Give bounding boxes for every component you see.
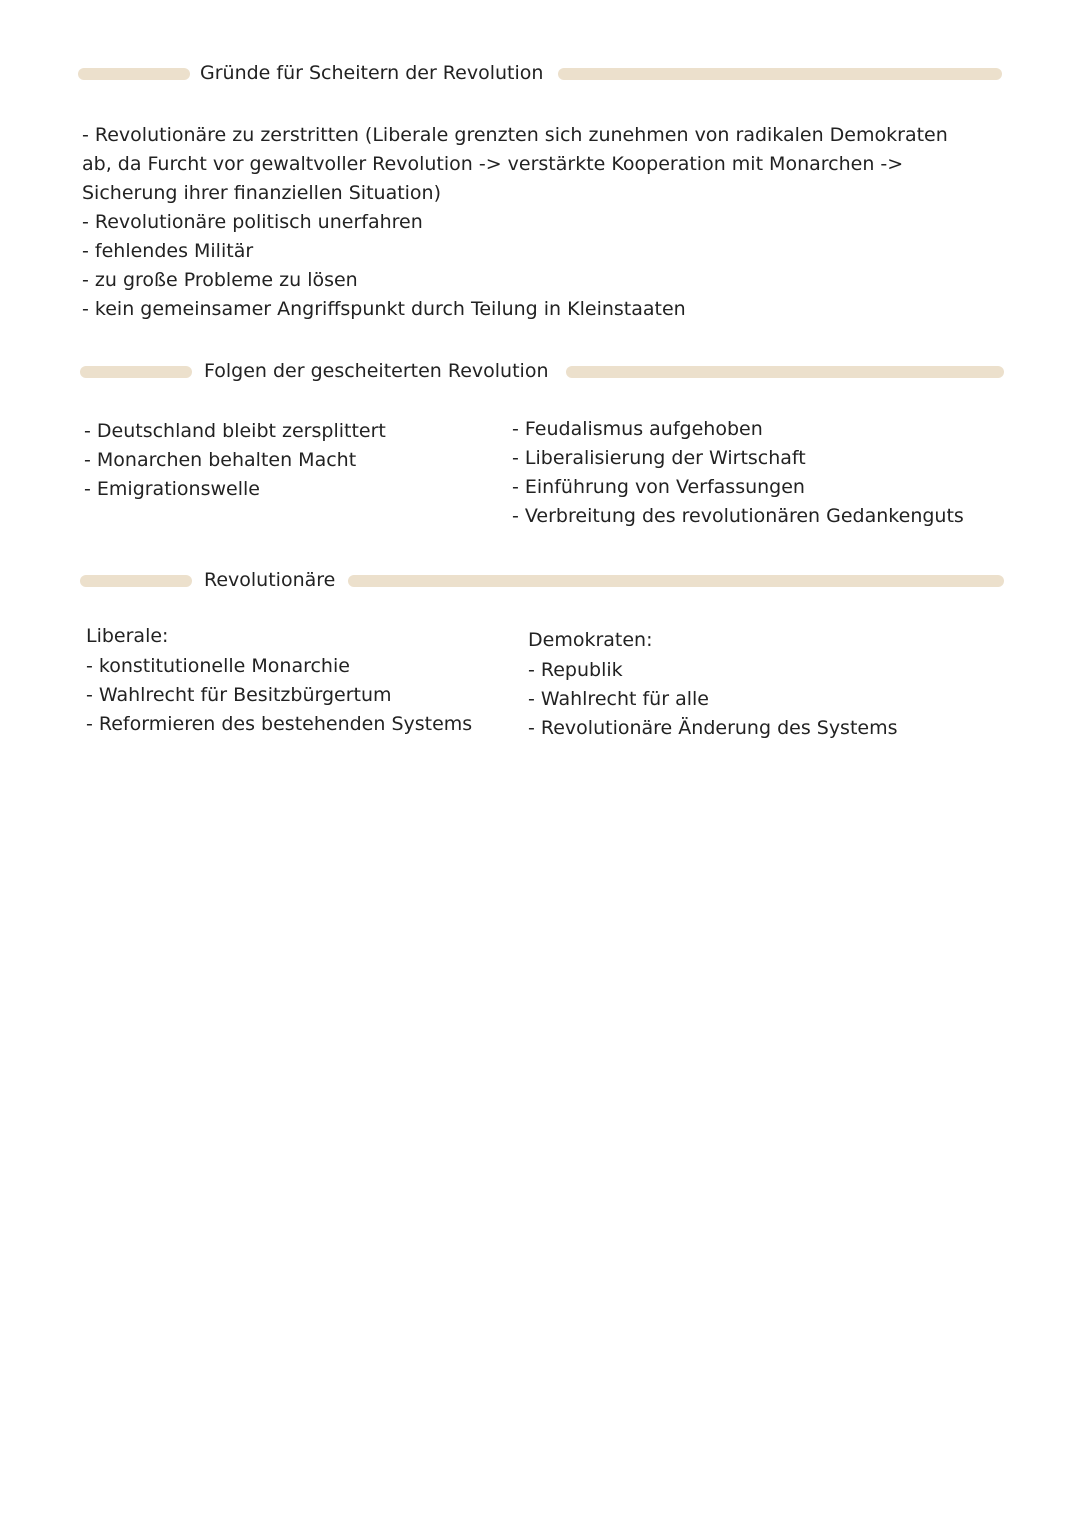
list-item: - Reformieren des bestehenden Systems bbox=[86, 713, 473, 735]
section-title-reasons: Gründe für Scheitern der Revolution bbox=[200, 62, 544, 84]
section-title-consequences: Folgen der gescheiterten Revolution bbox=[204, 360, 549, 382]
section-header-revolutionaries bbox=[80, 571, 1004, 591]
list-item: - Wahlrecht für alle bbox=[528, 688, 709, 710]
list-item: ab, da Furcht vor gewaltvoller Revolution -> verstärkte Kooperation mit Monarchen -> bbox=[82, 153, 904, 175]
header-bar-left bbox=[78, 68, 190, 80]
democrats-heading: Demokraten: bbox=[528, 629, 653, 651]
list-item: - Verbreitung des revolutionären Gedankenguts bbox=[512, 505, 964, 527]
reasons-list bbox=[82, 121, 948, 324]
list-item: Sicherung ihrer finanziellen Situation) bbox=[82, 182, 442, 204]
consequences-right-list bbox=[512, 415, 964, 531]
list-item: - Wahlrecht für Besitzbürgertum bbox=[86, 684, 392, 706]
list-item: - Revolutionäre politisch unerfahren bbox=[82, 211, 423, 233]
list-item: - Feudalismus aufgehoben bbox=[512, 418, 763, 440]
list-item: - Deutschland bleibt zersplittert bbox=[84, 420, 386, 442]
list-item: - Revolutionäre zu zerstritten (Liberale grenzten sich zunehmen von radikalen Demokraten bbox=[82, 124, 948, 146]
list-item: - Liberalisierung der Wirtschaft bbox=[512, 447, 806, 469]
liberals-column bbox=[86, 622, 472, 739]
section-header-consequences bbox=[80, 362, 1004, 382]
section-title-revolutionaries: Revolutionäre bbox=[204, 569, 336, 591]
consequences-left-list bbox=[84, 417, 386, 504]
header-bar-right bbox=[566, 366, 1004, 378]
list-item: - kein gemeinsamer Angriffspunkt durch Teilung in Kleinstaaten bbox=[82, 298, 686, 320]
header-bar-right bbox=[558, 68, 1002, 80]
header-bar-left bbox=[80, 366, 192, 378]
list-item: - Revolutionäre Änderung des Systems bbox=[528, 717, 898, 739]
header-bar-right bbox=[348, 575, 1004, 587]
section-header-reasons bbox=[78, 64, 1002, 84]
democrats-column bbox=[528, 626, 898, 743]
list-item: - Republik bbox=[528, 659, 623, 681]
list-item: - konstitutionelle Monarchie bbox=[86, 655, 350, 677]
header-bar-left bbox=[80, 575, 192, 587]
liberals-heading: Liberale: bbox=[86, 625, 169, 647]
list-item: - Einführung von Verfassungen bbox=[512, 476, 805, 498]
list-item: - Emigrationswelle bbox=[84, 478, 260, 500]
list-item: - fehlendes Militär bbox=[82, 240, 254, 262]
list-item: - zu große Probleme zu lösen bbox=[82, 269, 358, 291]
list-item: - Monarchen behalten Macht bbox=[84, 449, 357, 471]
